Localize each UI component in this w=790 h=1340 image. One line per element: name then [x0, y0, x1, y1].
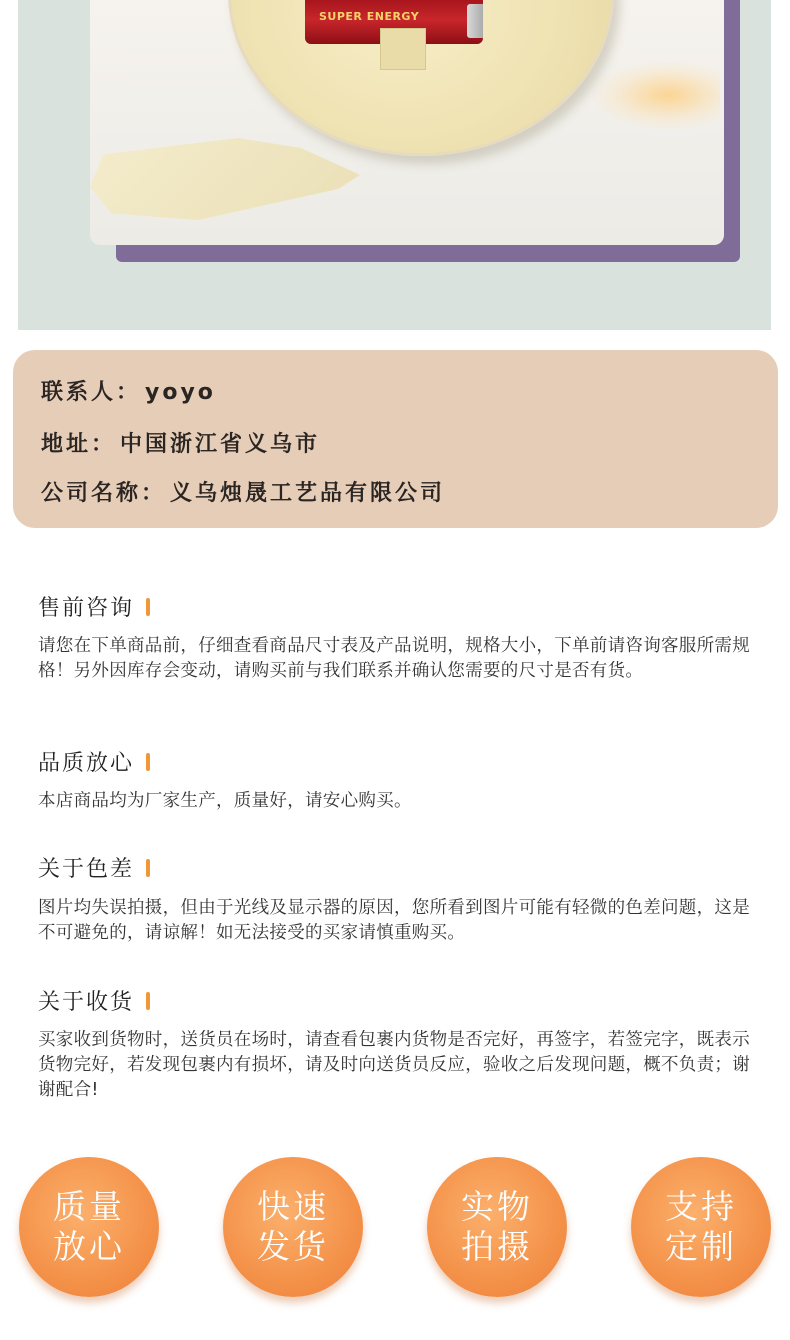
- contact-person-label: 联系人：: [41, 380, 142, 405]
- title-accent-bar: [146, 753, 150, 771]
- product-photo-section: [18, 0, 771, 330]
- contact-address: [41, 427, 320, 458]
- section-title-text: 品质放心: [38, 751, 135, 776]
- section-body-receiving: 买家收到货物时，送货员在场时，请查看包裹内货物是否完好，再签字，若签完字，既表示货物完好，若发现包裹内有损坏，请及时向送货员反应，验收之后发现问题，概不负责；谢谢配合!: [38, 1030, 750, 1100]
- candle-glow: [590, 60, 720, 130]
- section-title-presale: [38, 591, 150, 622]
- title-accent-bar: [146, 598, 150, 616]
- title-accent-bar: [146, 859, 150, 877]
- section-title-receiving: [38, 985, 150, 1016]
- badge-line-2: 拍摄: [461, 1227, 533, 1266]
- contact-company: [41, 476, 445, 507]
- contact-person: [41, 375, 216, 406]
- contact-company-value: 义乌烛晟工艺品有限公司: [170, 481, 446, 506]
- badge-line-2: 放心: [53, 1227, 125, 1266]
- battery-cap: [467, 4, 483, 38]
- section-body-color-difference: 图片均失误拍摄，但由于光线及显示器的原因，您所看到图片可能有轻微的色差问题，这是不可避免的，请谅解！如无法接受的买家请慎重购买。: [38, 898, 750, 943]
- battery-label: SUPER ENERGY: [319, 10, 420, 23]
- badge-customization: [631, 1157, 771, 1297]
- section-body-quality: 本店商品均为厂家生产，质量好，请安心购买。: [38, 791, 412, 811]
- contact-card: [13, 350, 778, 528]
- section-body-presale: 请您在下单商品前，仔细查看商品尺寸表及产品说明，规格大小，下单前请咨询客服所需规格！另外因库存会变动，请购买前与我们联系并确认您需要的尺寸是否有货。: [38, 636, 750, 681]
- section-title-text: 关于色差: [38, 857, 135, 882]
- badge-line-2: 定制: [665, 1227, 737, 1266]
- section-title-quality: [38, 746, 150, 777]
- contact-company-label: 公司名称：: [41, 481, 167, 506]
- section-title-text: 售前咨询: [38, 596, 135, 621]
- badge-quality-assured: [19, 1157, 159, 1297]
- battery-lid-image: [90, 138, 360, 220]
- badge-real-photos: [427, 1157, 567, 1297]
- section-title-text: 关于收货: [38, 990, 135, 1015]
- title-accent-bar: [146, 992, 150, 1010]
- switch-slot-image: [380, 28, 426, 70]
- contact-address-label: 地址：: [41, 432, 117, 457]
- badge-line-1: 质量: [53, 1187, 125, 1226]
- product-photo: [90, 0, 724, 245]
- badge-line-1: 快速: [257, 1187, 329, 1226]
- badge-fast-shipping: [223, 1157, 363, 1297]
- badge-line-1: 支持: [665, 1187, 737, 1226]
- section-title-color-difference: [38, 852, 150, 883]
- contact-address-value: 中国浙江省义乌市: [120, 432, 321, 457]
- contact-person-value: yoyo: [145, 380, 216, 405]
- badge-line-1: 实物: [461, 1187, 533, 1226]
- badge-line-2: 发货: [257, 1227, 329, 1266]
